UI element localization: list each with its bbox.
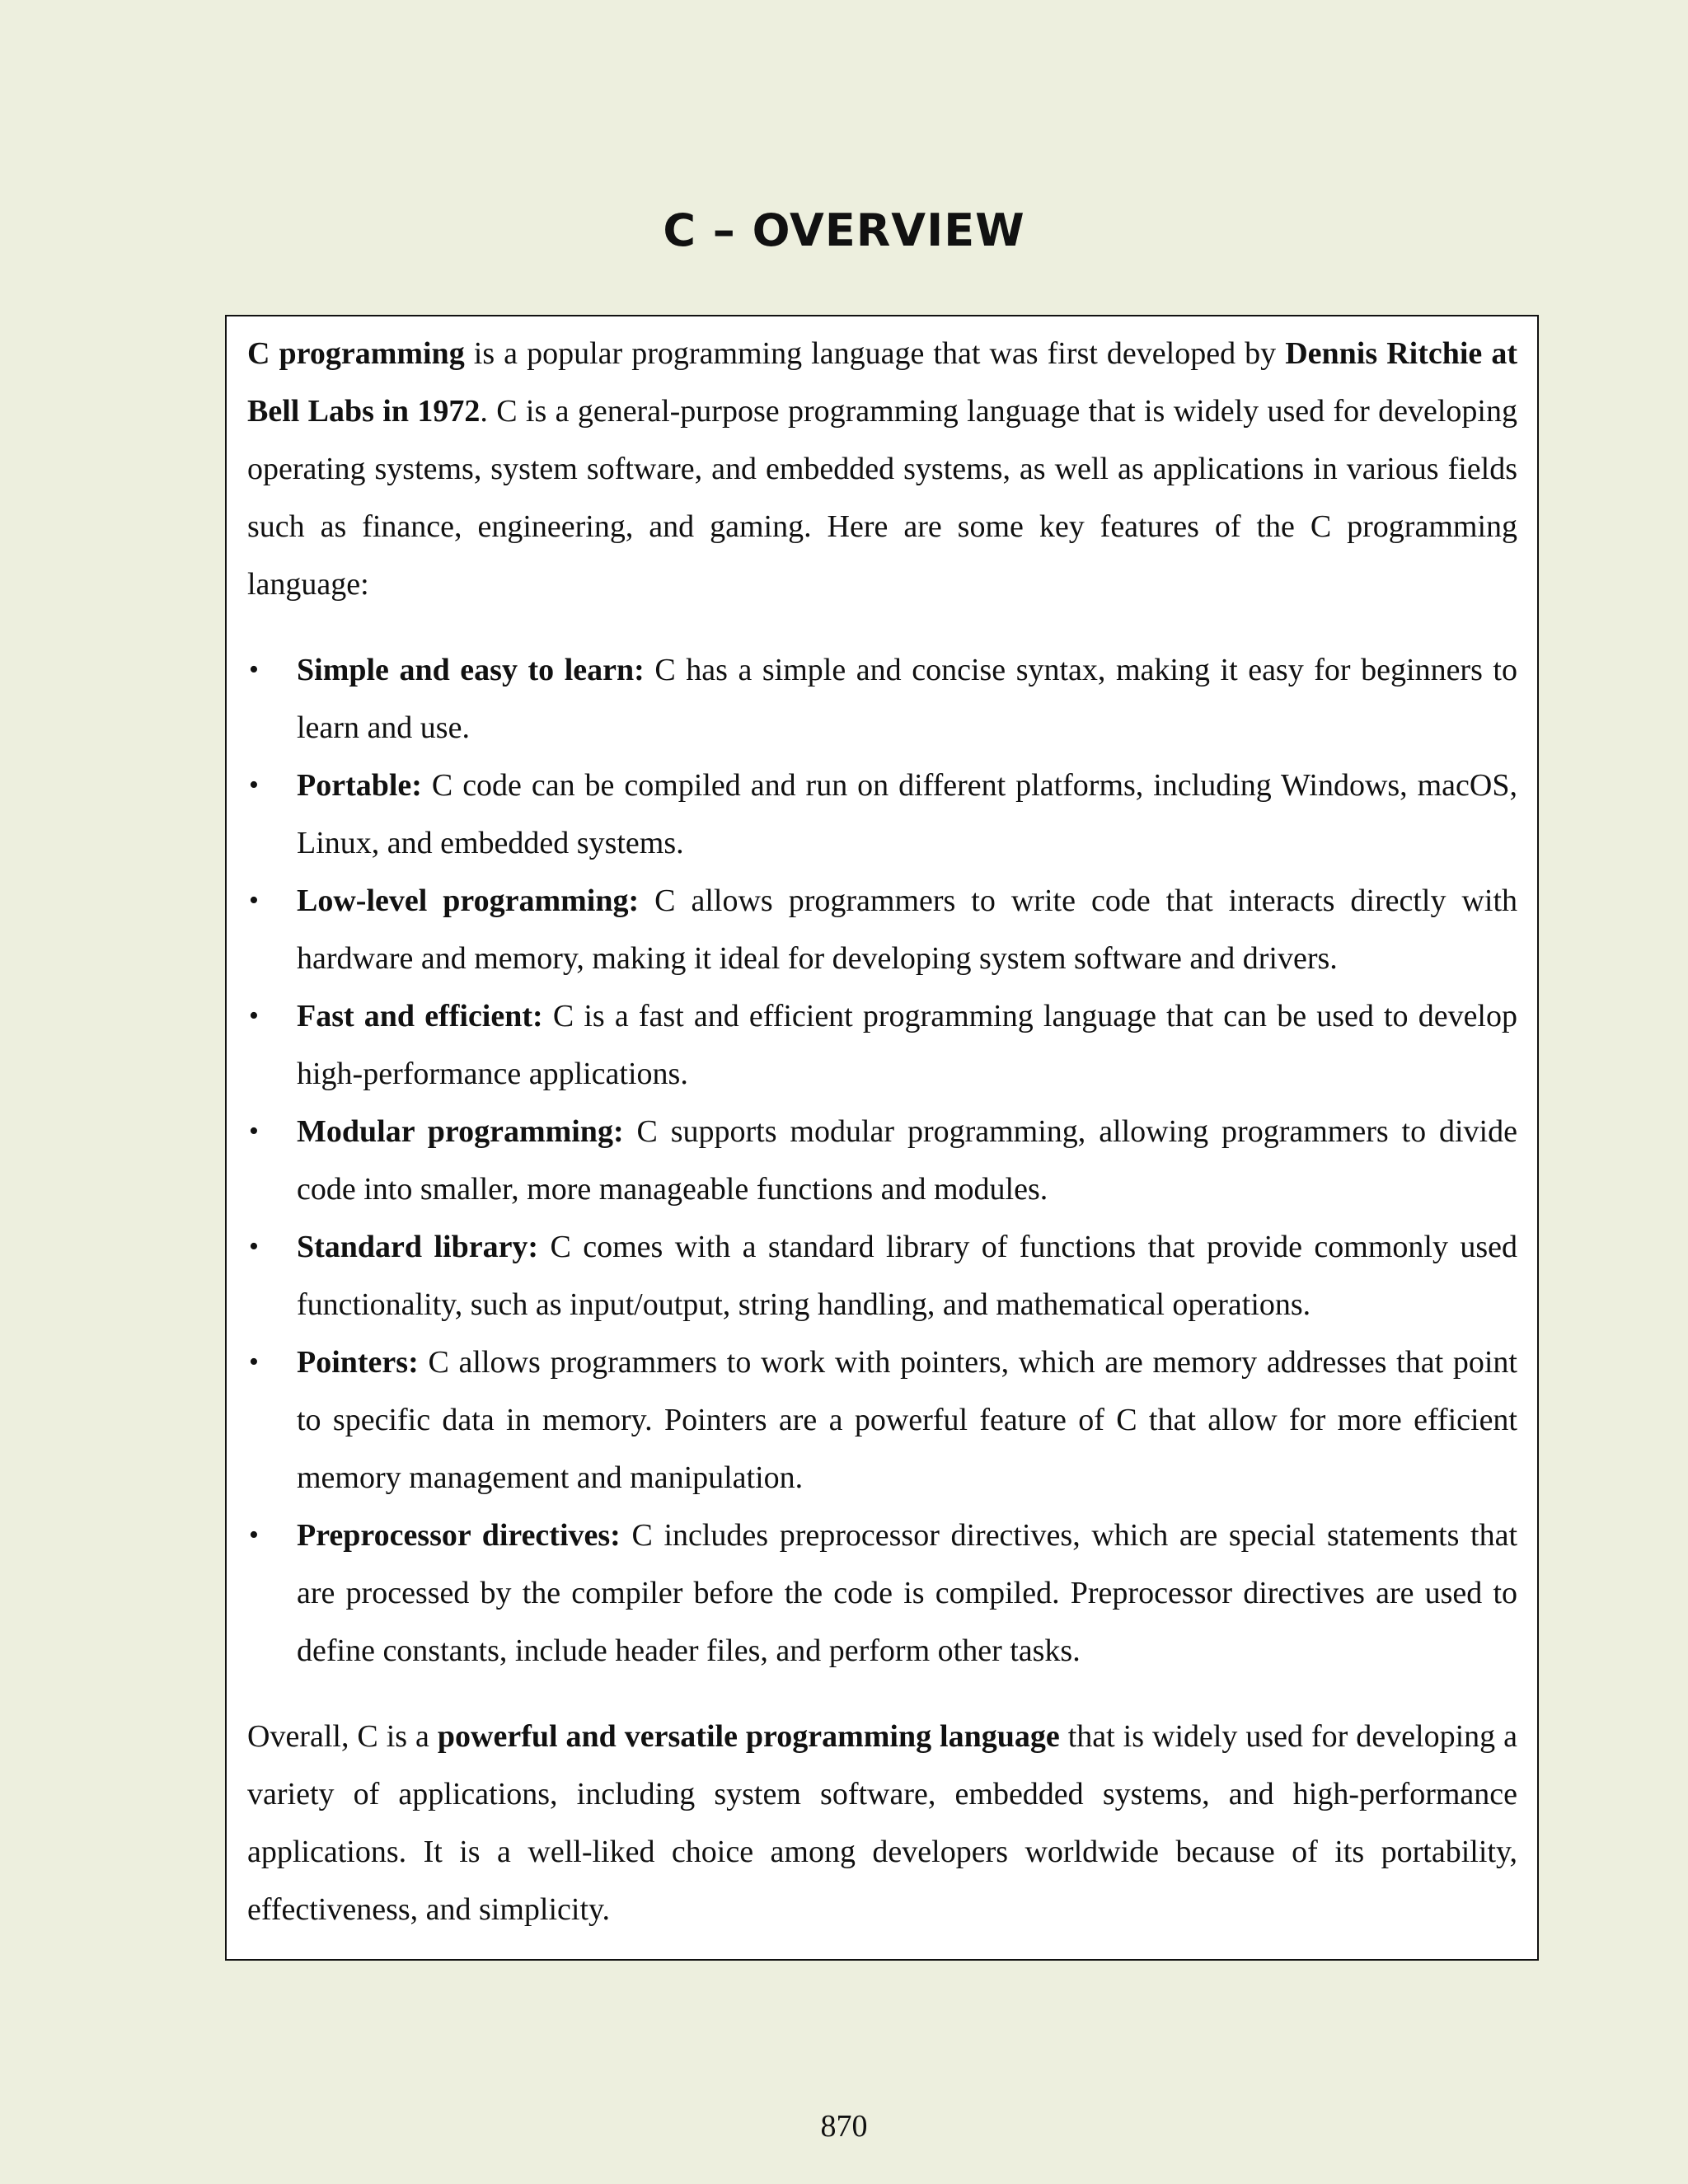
page-title: C – OVERVIEW	[663, 204, 1025, 256]
feature-text: C comes with a standard library of functions that provide commonly used functionality, such as input/output, string handling, and mathematical operations.	[297, 1230, 1517, 1322]
feature-text: C has a simple and concise syntax, making it easy for beginners to learn and use.	[297, 653, 1517, 745]
feature-text: C code can be compiled and run on different platforms, including Windows, macOS, Linux, and embedded systems.	[297, 768, 1517, 860]
bullet-icon: •	[249, 1001, 259, 1031]
intro-text-1: is a popular programming language that was first developed by	[464, 336, 1286, 371]
feature-text: C allows programmers to work with pointers, which are memory addresses that point to specific data in memory. Pointers are a powerful feature of C that allow for more efficient memory management and manipulation.	[297, 1345, 1517, 1495]
feature-term: Simple and easy to learn:	[297, 653, 645, 687]
feature-item-portable	[247, 757, 1517, 872]
conclusion-paragraph	[247, 1708, 1517, 1938]
bullet-icon: •	[249, 885, 259, 916]
intro-bold-c-programming: C programming	[247, 336, 465, 371]
conclusion-bold: powerful and versatile programming language	[437, 1719, 1060, 1754]
features-list	[247, 641, 1517, 1680]
feature-item-pointers	[247, 1333, 1517, 1507]
bullet-icon: •	[249, 1347, 259, 1377]
feature-term: Standard library:	[297, 1230, 539, 1264]
bullet-icon: •	[249, 1116, 259, 1146]
feature-text: C supports modular programming, allowing programmers to divide code into smaller, more manageable functions and modules.	[297, 1114, 1517, 1207]
feature-item-low-level	[247, 872, 1517, 987]
overview-content-box	[225, 315, 1539, 1961]
feature-term: Preprocessor directives:	[297, 1518, 621, 1553]
feature-term: Portable:	[297, 768, 422, 803]
feature-term: Low-level programming:	[297, 883, 640, 918]
feature-term: Modular programming:	[297, 1114, 624, 1149]
feature-text: C allows programmers to write code that interacts directly with hardware and memory, making it ideal for developing system software and drivers.	[297, 883, 1518, 976]
page-number: 870	[820, 2109, 868, 2144]
feature-text: C is a fast and efficient programming language that can be used to develop high-performance applications.	[297, 999, 1517, 1091]
feature-item-modular	[247, 1103, 1517, 1218]
conclusion-text-2: that is widely used for developing a variety of applications, including system software, embedded systems, and high-performance applications. It is a well-liked choice among developers worldwide because of its portability, effectiveness, and simplicity.	[247, 1719, 1517, 1927]
feature-item-standard-library	[247, 1218, 1517, 1333]
feature-item-fast	[247, 987, 1517, 1103]
bullet-icon: •	[249, 770, 259, 800]
bullet-icon: •	[249, 1520, 259, 1550]
intro-bold-dennis-ritchie: Dennis Ritchie at Bell Labs in 1972	[247, 336, 1518, 429]
intro-text-2: . C is a general-purpose programming language that is widely used for developing operating systems, system software, and embedded systems, as well as applications in various fields such as finance, engineering, and gaming. Here are some key features of the C programming language:	[247, 394, 1517, 602]
feature-term: Fast and efficient:	[297, 999, 543, 1033]
feature-item-preprocessor	[247, 1507, 1517, 1680]
feature-item-simple	[247, 641, 1517, 757]
conclusion-text-1: Overall, C is a	[247, 1719, 438, 1754]
intro-paragraph	[247, 325, 1517, 613]
feature-term: Pointers:	[297, 1345, 419, 1380]
feature-text: C includes preprocessor directives, which are special statements that are processed by the compiler before the code is compiled. Preprocessor directives are used to define constants, include header files, and perform other tasks.	[297, 1518, 1517, 1668]
bullet-icon: •	[249, 1231, 259, 1262]
bullet-icon: •	[249, 654, 259, 685]
